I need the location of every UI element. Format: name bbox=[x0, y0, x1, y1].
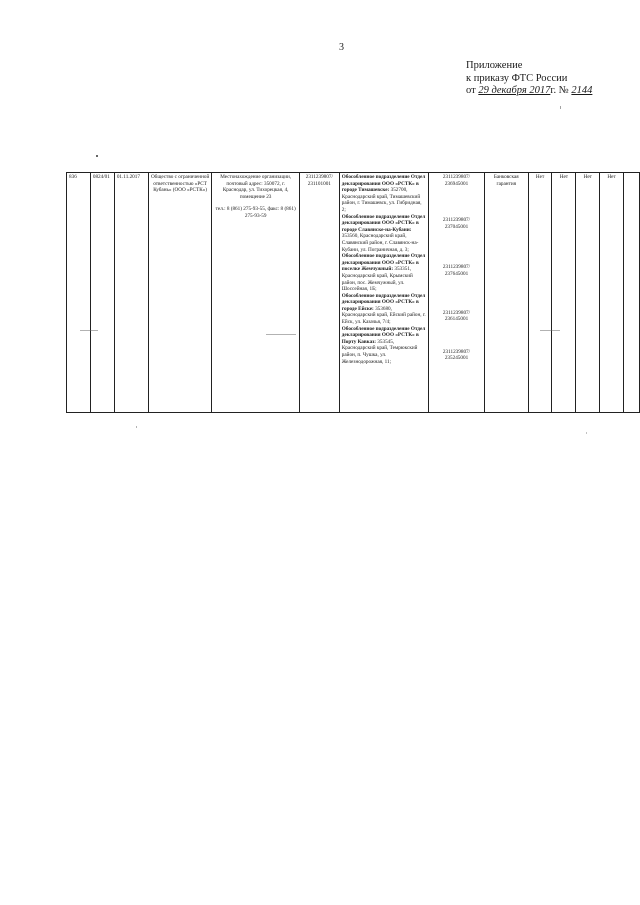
registry-table bbox=[66, 172, 640, 413]
scan-speck bbox=[540, 330, 560, 331]
row-dept-codes-cell bbox=[429, 173, 485, 413]
dept-code: 2311239807/ 237645001 bbox=[442, 264, 471, 277]
dept-code: 2311239807/ 235245001 bbox=[442, 348, 471, 362]
row-flag-1: Нет bbox=[528, 173, 552, 413]
row-inn-kpp: 2311239807/ 231101001 bbox=[299, 173, 339, 413]
appendix-order-ref: к приказу ФТС России bbox=[466, 72, 568, 84]
scan-speck bbox=[80, 330, 98, 331]
scan-speck bbox=[266, 334, 296, 335]
department-title: Обособленное подразделение Отдел декларирования ООО «РСТК» в городе Тимашевске: bbox=[341, 174, 426, 194]
row-flag-2: Нет bbox=[552, 173, 576, 413]
appendix-date: 29 декабря 2017 bbox=[478, 85, 551, 96]
department-address: 352700, Краснодарский край, Тимашевский район, г. Тимашевск, ул. Гибридная, 2; bbox=[341, 187, 422, 213]
scan-speck bbox=[560, 106, 561, 109]
dept-code: 2311239807/ 236145001 bbox=[442, 309, 471, 323]
row-guarantee: Банковская гарантия bbox=[484, 173, 528, 413]
appendix-number-label: № bbox=[558, 85, 569, 96]
row-address: Местонахождение организации, почтовый адрес: 350072, г. Краснодар, ул. Тихорецкая, 4, помещение 23 bbox=[220, 174, 292, 200]
page-number: 3 bbox=[339, 42, 344, 53]
appendix-date-prefix: от bbox=[466, 85, 476, 96]
row-departments-cell bbox=[339, 173, 428, 413]
row-org-name: Общество с ограниченной ответственностью «РСТ Кубань» (ООО «РСТК») bbox=[148, 173, 212, 413]
department-item bbox=[342, 214, 426, 254]
department-title: Обособленное подразделение Отдел декларирования ООО «РСТК» в городе Славянске-на-Кубани: bbox=[341, 213, 426, 233]
appendix-number: 2144 bbox=[571, 85, 593, 96]
department-address: 353545, Краснодарский край, Темрюкский район, п. Чушка, ул. Железнодорожная, 11; bbox=[341, 338, 418, 365]
department-title: Обособленное подразделение Отдел декларирования ООО «РСТК» в поселке Жемчужный: bbox=[341, 253, 426, 273]
table-row bbox=[67, 173, 640, 413]
row-index: 836 bbox=[67, 173, 91, 413]
row-date: 01.11.2017 bbox=[114, 173, 148, 413]
scan-speck bbox=[96, 155, 98, 157]
department-item bbox=[342, 293, 426, 326]
department-address: 353560, Краснодарский край, Славянский район, г. Славянск-на-Кубани, ул. Пограничная, д. 3; bbox=[341, 233, 419, 253]
department-item bbox=[342, 174, 426, 214]
department-item bbox=[342, 253, 426, 293]
dept-code: 2311239807/ 236945001 bbox=[442, 174, 471, 187]
appendix-year-suffix: г. bbox=[550, 85, 557, 96]
department-address: 353351, Краснодарский край, Крымский район, пос. Жемчужный, ул. Шоссейная, 1Б; bbox=[341, 266, 413, 293]
scan-speck bbox=[586, 432, 587, 434]
appendix-title: Приложение bbox=[466, 60, 523, 71]
scan-speck bbox=[136, 426, 137, 428]
row-reg-number: 0824/01 bbox=[90, 173, 114, 413]
row-phone: тел.: 8 (861) 275-93-55, факс: 8 (861) 275-93-59 bbox=[215, 206, 296, 219]
appendix-date-line bbox=[466, 85, 592, 98]
department-title: Обособленное подразделение Отдел декларирования ООО «РСТК» в городе Ейске: bbox=[341, 292, 426, 312]
row-address-cell bbox=[212, 173, 299, 413]
department-item bbox=[342, 326, 426, 366]
dept-code: 2311239807/ 237045001 bbox=[442, 217, 471, 230]
row-flag-3: Нет bbox=[576, 173, 600, 413]
row-empty-cell bbox=[624, 173, 640, 413]
appendix-header bbox=[466, 60, 592, 98]
department-address: 353680, Краснодарский край, Ейский район, г. Ейск, ул. Казачья, 7/4; bbox=[341, 305, 426, 326]
department-title: Обособленное подразделение Отдел декларирования ООО «РСТК» в Порту Кавказ: bbox=[341, 325, 426, 345]
row-flag-4: Нет bbox=[600, 173, 624, 413]
